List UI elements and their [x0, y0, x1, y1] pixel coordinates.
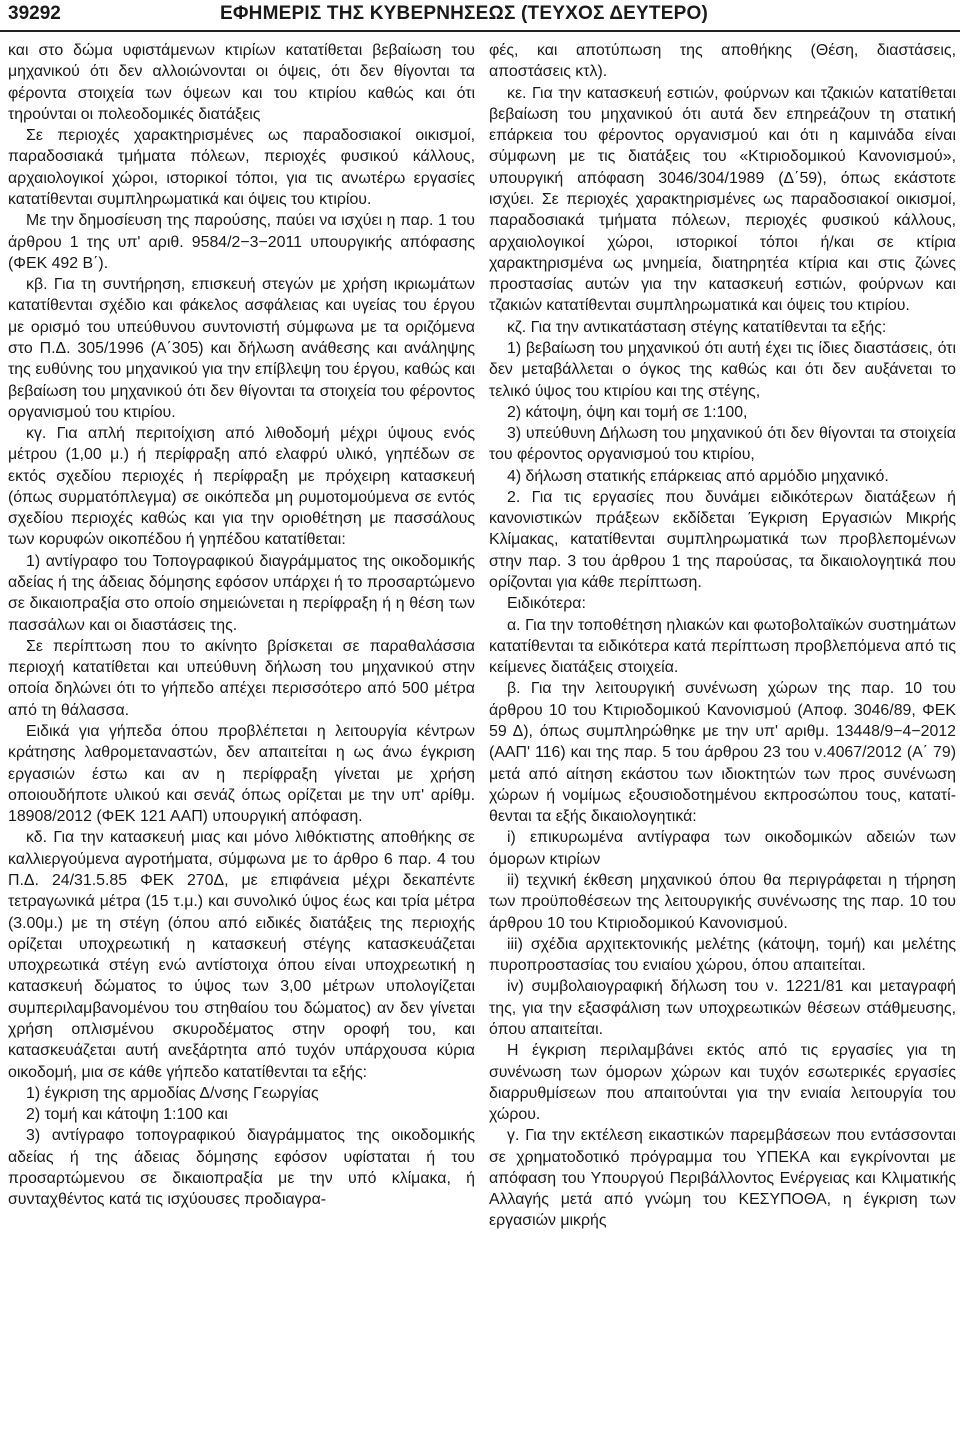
paragraph: 2. Για τις εργασίες που δυνάμει ειδικότερων διατάξεων ή κανονιστικών πράξεων εκδίδεται Έγκριση Εργασιών Μικρής Κλίμακας, κατατίθενται συμπληρωματικά των προβλεπομένων στην παρ. 3 του άρθρου 1 της παρούσας, τα δικαιολογητικά που ορίζονται για κάθε περίπτωση.	[489, 488, 956, 592]
paragraph: κδ. Για την κατασκευή μιας και μόνο λιθόκτιστης αποθήκης σε καλλιεργούμενα αγροτήματα, σύμφωνα με το άρθρο 6 παρ. 4 του Π.Δ. 24/31.5.85 ΦΕΚ 270Δ, με επιφάνεια μέχρι δεκαπέντε τετραγωνικά μέτρα (15 τ.μ.) και συνολικό ύψος έως και τρία μέτρα (3.00μ.) με τη στέγη (όπου από ειδικές διατάξεις της περιοχής ορίζεται υποχρεωτική η κατασκευή στέγης κατασκευάζεται υποχρεωτικά στέγη ενώ αντίστοιχα όπου είναι υποχρεωτική η κατασκευή δώματος το ύψος των 3,00 μέτρων υπολογίζεται συμπεριλαμβανομένου του στηθαίου του δώματος) αν δεν γίνεται χρήση οπλισμένου σκυροδέματος στην οροφή του, και κατασκευάζεται αυτή ανεξάρτητα από τυχόν υπάρχουσα κύρια οικοδομή, μια σε κάθε γήπεδο κατατίθενται τα εξής:	[8, 829, 475, 1081]
paragraph: κγ. Για απλή περιτοίχιση από λιθοδομή μέχρι ύψους ενός μέτρου (1,00 μ.) ή περίφραξη από ελαφρύ υλικό, γηπέδων σε εκτός σχεδίου περιοχές ή περίφραξη με πρόχειρη κατασκευή (όπως συρματόπλεγμα) σε οικόπεδα μη ρυμοτομούμενα σε εντός σχεδίου περιοχές καθώς και για την οριοθέτηση με πασσάλους των κορυφών οικοπέδου ή γηπέδου κατατίθεται:	[8, 425, 475, 549]
paragraph: Σε περιοχές χαρακτηρισμένες ως παραδοσιακοί οικισμοί, παραδοσιακά τμήματα πόλεων, περιοχές φυσικού κάλλους, αρχαιολογικοί χώροι, ιστορικοί τόποι, για τις ανωτέρω εργασίες κατατίθενται συμπληρωματικά και όψεις του κτιρίου.	[8, 127, 475, 208]
paragraph: Ειδικά για γήπεδα όπου προβλέπεται η λειτουργία κέντρων κράτησης λαθρομεταναστών, δεν απαιτείται η ως άνω έγκριση εργασιών έστω και αν η περίφραξη γίνεται με χρήση οποιουδήποτε υλικού και σενάζ όπως ορίζεται με την υπ' αρίθμ. 18908/2012 (ΦΕΚ 121 ΑΑΠ) υπουργική απόφαση.	[8, 723, 475, 826]
paragraph: Σε περίπτωση που το ακίνητο βρίσκεται σε παραθαλάσσια περιοχή κατατίθεται και υπεύθυνη δήλωση του μηχανικού στην οποία δηλώνει ότι το γήπεδο απέχει περισσότερο από 500 μέτρα από τη θάλασσα.	[8, 637, 475, 719]
paragraph: Ειδικότερα:	[507, 595, 586, 613]
paragraph: φές, και αποτύπωση της αποθήκης (Θέση, διαστάσεις, αποστάσεις κτλ).	[489, 42, 956, 81]
paragraph: Με την δημοσίευση της παρούσης, παύει να ισχύει η παρ. 1 του άρθρου 1 της υπ' αριθ. 9584/2−3−2011 υπουργικής απόφασης (ΦΕΚ 492 Β΄).	[8, 212, 475, 272]
paragraph: iii) σχέδια αρχιτεκτονικής μελέτης (κάτοψη, τομή) και μελέτης πυροπροστασίας του ενιαίου χώρου, όπου απαιτείται.	[489, 935, 956, 975]
page-number: 39292	[8, 3, 61, 24]
paragraph: ii) τεχνική έκθεση μηχανικού όπου θα περιγράφεται η τήρηση των προϋποθέσεων της λειτουργικής συνένωσης της παρ. 10 του άρθρου 10 του Κτιριοδομικού Κανονισμού.	[489, 871, 956, 932]
paragraph: Η έγκριση περιλαμβάνει εκτός από τις εργασίες για τη συνένωση των όμορων χώρων και τυχόν εσωτερικές εργασίες διαρρυθμίσεων που απαιτούνται για την ενιαία λειτουργία του χώρου.	[489, 1042, 956, 1124]
paragraph: και στο δώμα υφιστάμενων κτιρίων κατατίθεται βεβαίωση του μηχανικού ότι δεν αλλοιώνονται οι όψεις, ότι δεν θίγονται τα φέροντα στοιχεία των όψεων και του κτιρίου καθώς και ότι τηρούνται οι πολεοδομικές διατάξεις	[8, 42, 475, 123]
paragraph: α. Για την τοποθέτηση ηλιακών και φωτοβολταϊκών συστημάτων κατατίθενται τα ειδικότερα κατά περίπτωση προβλεπόμενα από τις κείμενες διατάξεις στοιχεία.	[489, 616, 956, 677]
paragraph: 4) δήλωση στατικής επάρκειας από αρμόδιο μηχανικό.	[507, 467, 889, 485]
paragraph: iv) συμβολαιογραφική δήλωση του ν. 1221/81 και μεταγραφή της, για την εξασφάλιση των υποχρεωτικών θέσεων στάθμευσης, όπου απαιτείται.	[489, 978, 956, 1038]
paragraph: 1) αντίγραφο του Τοπογραφικού διαγράμματος της οικοδομικής αδείας ή της άδειας δόμησης εφόσον υπάρχει ή το προσαρτώμενο σε δικαιοπραξία στο οποίο σημειώνεται η περίφραξη ή η θέση των πασσάλων και οι διαστάσεις της.	[8, 552, 475, 634]
paragraph: 1) έγκριση της αρμοδίας Δ/νσης Γεωργίας	[26, 1084, 319, 1102]
paragraph: 3) αντίγραφο τοπογραφικού διαγράμματος της οικοδομικής αδείας ή της άδειας δόμησης εφόσον υφίσταται ή του προσαρτώμενου σε δικαιοπραξία με την υπό κλίμακα, ή συνταχθέντος κατά τις ισχύουσες προδιαγρα-	[8, 1127, 475, 1209]
gazette-title: ΕΦΗΜΕΡΙΣ ΤΗΣ ΚΥΒΕΡΝΗΣΕΩΣ (ΤΕΥΧΟΣ ΔΕΥΤΕΡΟ)	[220, 3, 708, 24]
paragraph: i) επικυρωμένα αντίγραφα των οικοδομικών αδειών των όμορων κτιρίων	[489, 829, 956, 868]
page-header	[0, 0, 960, 30]
header-rule	[0, 30, 960, 32]
paragraph: γ. Για την εκτέλεση εικαστικών παρεμβάσεων που εντάσσονται σε χρηματοδοτικό πρόγραμμα του ΥΠΕΚΑ και εγκρίνονται με απόφαση του Υπουργού Περιβάλλοντος Ενέργειας και Κλιματικής Αλλαγής μετά από γνώμη του ΚΕΣΥΠΟΘΑ, η έγκριση των εργασιών μικρής	[489, 1127, 956, 1230]
paragraph: 1) βεβαίωση του μηχανικού ότι αυτή έχει τις ίδιες διαστάσεις, ότι δεν μεταβάλλεται ο όγκος της καθώς και ότι δεν αυξάνεται το τελικό ύψος του κτιρίου και της στέγης,	[489, 339, 956, 400]
paragraph: 2) κάτοψη, όψη και τομή σε 1:100,	[507, 403, 748, 421]
left-column	[8, 40, 475, 1210]
paragraph: κε. Για την κατασκευή εστιών, φούρνων και τζακιών κατατίθεται βεβαίωση του μηχανικού ότι αυτά δεν επηρεάζουν τη στατική επάρκεια του φέροντος οργανισμού και ότι η καμινάδα είναι σύμφωνη με τις διατάξεις του «Κτιριοδομικού Κανονισμού», υπουργική απόφαση 3046/304/1989 (Δ΄59), όπως εκάστοτε ισχύει. Σε περιοχές χαρακτηρισμένες ως παραδοσιακοί οικισμοί, παραδοσιακά τμήματα πόλεων, περιοχές φυσικού κάλλους, αρχαιολογικοί χώροι, ιστορικοί τόποι ή/και σε κτίρια χαρακτηρισμένα ως μνημεία, διατηρητέα κτίρια και στις ζώνες προστασίας αυτών για την κατασκευή εστιών, φούρνων και τζακιών κατατίθενται συμπληρωματικά και όψεις του κτιρίου.	[489, 84, 956, 315]
paragraph: 3) υπεύθυνη Δήλωση του μηχανικού ότι δεν θίγονται τα στοιχεία του φέροντος οργανισμού του κτιρίου,	[489, 425, 956, 464]
paragraph: β. Για την λειτουργική συνένωση χώρων της παρ. 10 του άρθρου 10 του Κτιριοδομικού Κανονισμού (Αποφ. 3046/89, ΦΕΚ 59 Δ), όπως συμπληρώθηκε με την υπ' αριθμ. 13448/9−4−2012 (ΑΑΠ' 116) και της παρ. 5 του άρθρου 23 του ν.4067/2012 (Α΄ 79) μετά από αίτηση εκάστου των ιδιοκτητών των προς συνένωση χώρων ή νομίμως εξουσιοδοτημένου εκπροσώπου τους, κατατίθενται τα εξής δικαιολογητικά:	[489, 680, 956, 826]
paragraph: κζ. Για την αντικατάσταση στέγης κατατίθενται τα εξής:	[507, 318, 887, 336]
paragraph: 2) τομή και κάτοψη 1:100 και	[26, 1106, 228, 1124]
right-column	[489, 40, 956, 1232]
paragraph: κβ. Για τη συντήρηση, επισκευή στεγών με χρήση ικριωμάτων κατατίθενται σχέδιο και φάκελος ασφάλειας και υγείας του έργου με ορισμό του υπεύθυνου συντονιστή σύμφωνα με τα οριζόμενα στο Π.Δ. 305/1996 (Α΄305) και δήλωση ανάθεσης και ανάληψης της ευθύνης του μηχανικού για την επίβλεψη του έργου, καθώς και βεβαίωση του μηχανικού ότι δεν θίγονται τα στοιχεία του φέροντος οργανισμού του κτιρίου.	[8, 276, 475, 421]
